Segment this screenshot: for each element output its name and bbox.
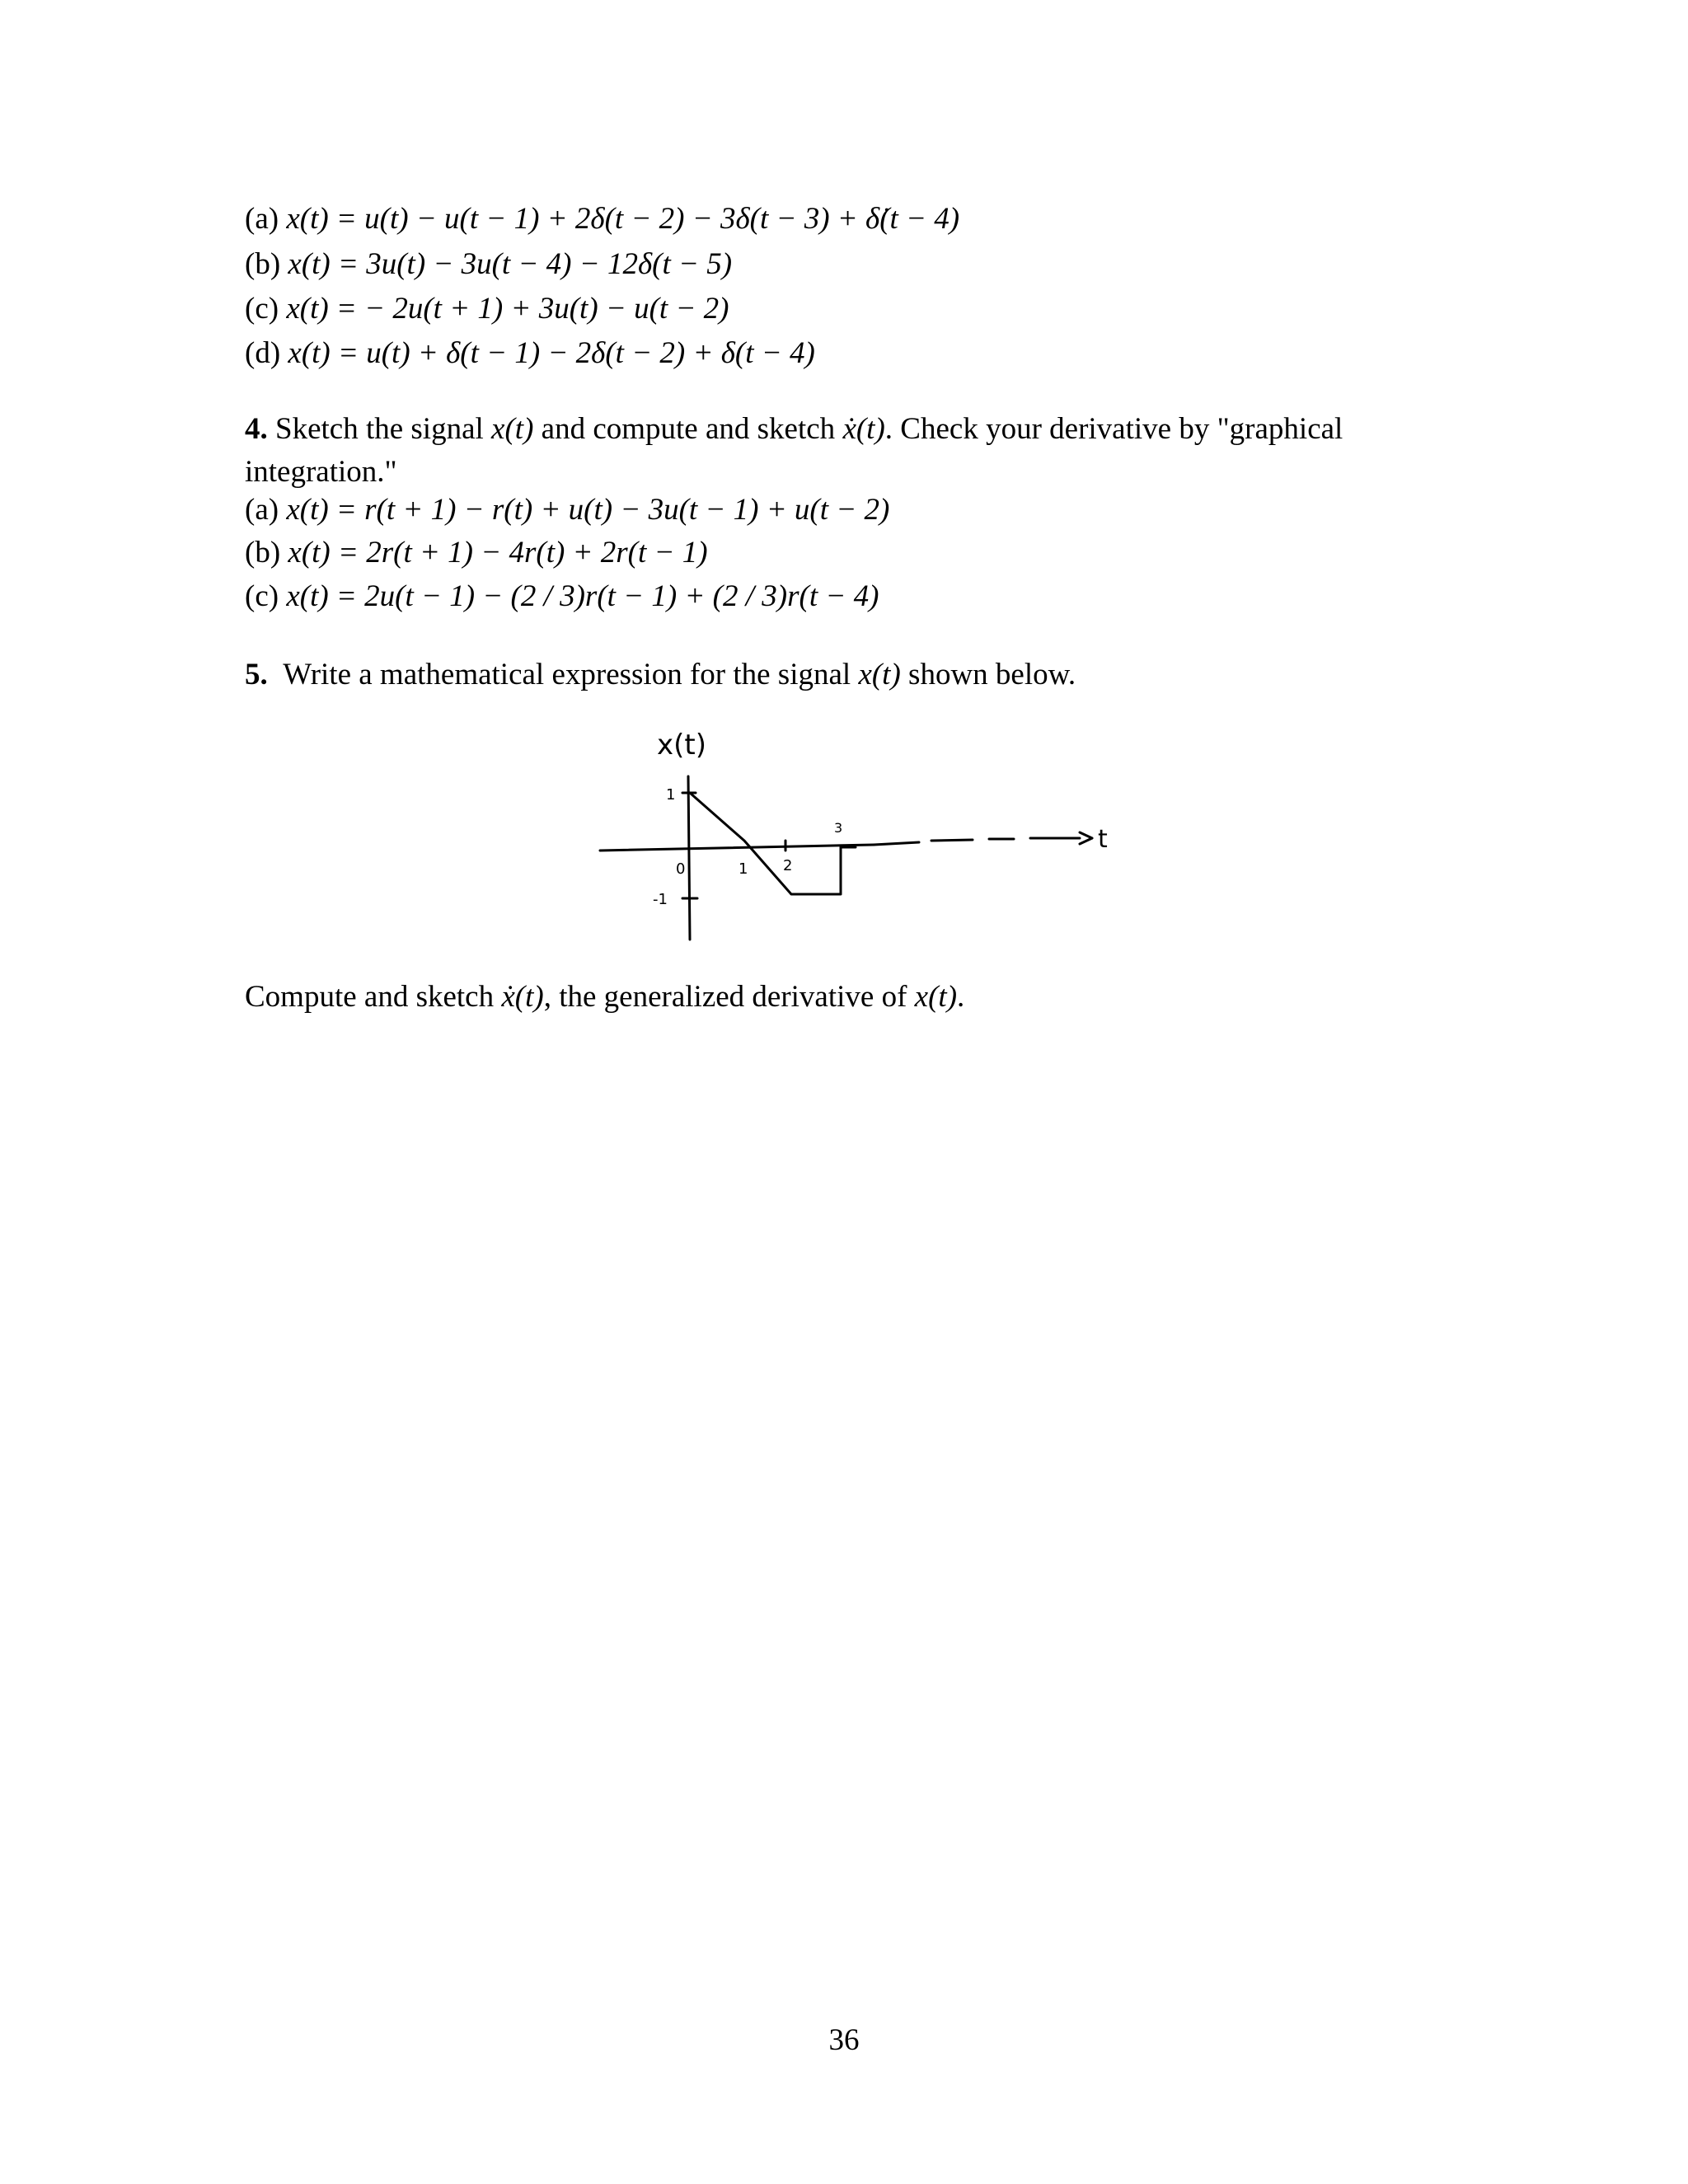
- text: Sketch the signal: [267, 412, 492, 446]
- part-label: (c): [245, 579, 279, 613]
- p3-part-b: [245, 245, 732, 284]
- text: and compute and sketch: [533, 412, 843, 446]
- y-axis: [688, 776, 690, 940]
- x-axis-arrow: [1080, 832, 1092, 838]
- signal-curve: [690, 793, 856, 894]
- p5-statement: [245, 655, 1076, 695]
- x-axis-label: t: [1098, 825, 1108, 854]
- x-axis-arrow: [1080, 838, 1092, 844]
- signal: x(t): [914, 980, 958, 1014]
- p3-part-a: [245, 199, 959, 239]
- part-label: (b): [245, 536, 281, 569]
- page-number: 36: [828, 2023, 860, 2057]
- p4-part-b: [245, 533, 708, 573]
- signal-sketch: [593, 717, 1113, 964]
- x-axis: [874, 842, 919, 845]
- p3-part-c: [245, 289, 729, 329]
- tick-label-yneg1: -1: [653, 891, 668, 908]
- derivative: ẋ(t): [501, 980, 544, 1014]
- text: shown below.: [900, 658, 1076, 691]
- problem-number: 4.: [245, 412, 268, 446]
- tick-label-2: 2: [783, 857, 793, 874]
- signal: x(t): [491, 412, 534, 446]
- y-axis-label: x(t): [657, 729, 706, 762]
- equation: x(t) = u(t) − u(t − 1) + 2δ(t − 2) − 3δ(t − 3) + δ̇(t − 4): [286, 202, 960, 236]
- equation: x(t) = − 2u(t + 1) + 3u(t) − u(t − 2): [286, 292, 729, 326]
- tick-label-0: 0: [676, 860, 686, 878]
- equation: x(t) = r(t + 1) − r(t) + u(t) − 3u(t − 1) + u(t − 2): [286, 493, 890, 527]
- equation: x(t) = u(t) + δ(t − 1) − 2δ(t − 2) + δ(t − 4): [288, 336, 815, 370]
- problem-number: 5.: [245, 658, 268, 691]
- equation: x(t) = 2r(t + 1) − 4r(t) + 2r(t − 1): [288, 536, 708, 569]
- text: .: [957, 980, 965, 1014]
- tick-label-y1: 1: [666, 786, 676, 804]
- tick-label-1: 1: [738, 860, 748, 878]
- text: . Check your derivative by "graphical: [884, 412, 1343, 446]
- p5-compute: [245, 977, 964, 1017]
- part-label: (c): [245, 292, 279, 326]
- x-axis-dashes: [931, 840, 973, 841]
- p4-statement: [245, 410, 1343, 449]
- part-label: (b): [245, 247, 281, 281]
- equation: x(t) = 2u(t − 1) − (2 / 3)r(t − 1) + (2 / 3)r(t − 4): [286, 579, 879, 613]
- derivative: ẋ(t): [842, 412, 885, 446]
- x-axis: [600, 845, 874, 851]
- text: Compute and sketch: [245, 980, 502, 1014]
- p4-statement-cont: integration.": [245, 455, 397, 489]
- tick-label-3: 3: [834, 820, 843, 836]
- p4-part-a: [245, 490, 889, 530]
- part-label: (d): [245, 336, 281, 370]
- p3-part-d: [245, 334, 815, 373]
- equation: x(t) = 3u(t) − 3u(t − 4) − 12δ(t − 5): [288, 247, 733, 281]
- part-label: (a): [245, 493, 279, 527]
- part-label: (a): [245, 202, 279, 236]
- text: Write a mathematical expression for the signal: [283, 658, 859, 691]
- p4-part-c: [245, 577, 879, 616]
- signal: x(t): [858, 658, 901, 691]
- text: , the generalized derivative of: [543, 980, 915, 1014]
